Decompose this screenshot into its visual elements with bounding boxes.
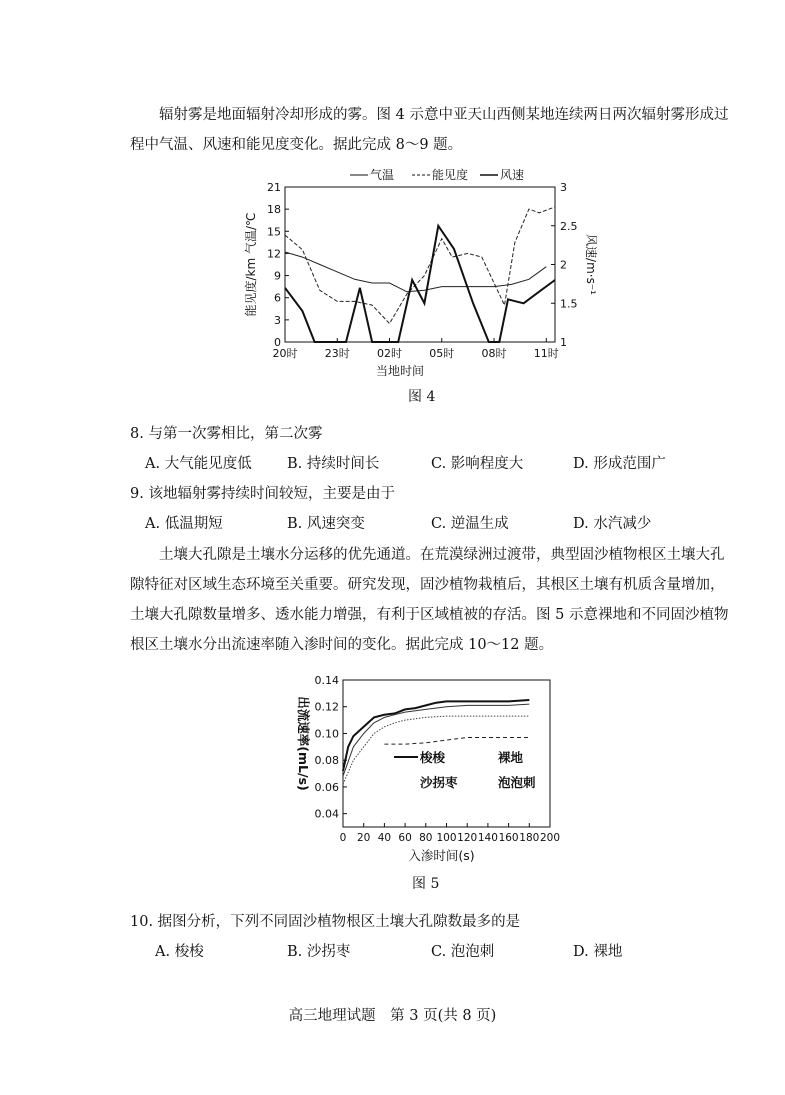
fig4-left-tick-label: 12 xyxy=(267,247,281,261)
q9-option-b[interactable]: B. 风速突变 xyxy=(287,516,365,532)
fig5-x-tick-label: 140 xyxy=(477,832,498,844)
fig5-x-tick-label: 0 xyxy=(339,832,347,844)
fig5-x-tick-label: 40 xyxy=(377,832,392,844)
fig5-y-tick-label: 0.14 xyxy=(314,674,339,687)
fig5-y-axis-title: 出流速率(mL/s) xyxy=(296,696,311,791)
fig4-left-axis-title: 能见度/km 气温/℃ xyxy=(244,212,258,317)
q9-option-d[interactable]: D. 水汽减少 xyxy=(573,516,652,532)
q8-option-a[interactable]: A. 大气能见度低 xyxy=(145,456,252,472)
fig5-legend-label: 裸地 xyxy=(498,750,524,765)
fig5-x-tick-label: 120 xyxy=(457,832,478,844)
fig4-left-tick-label: 15 xyxy=(267,225,281,239)
figure-4-chart xyxy=(240,165,598,385)
fig5-x-tick-label: 160 xyxy=(498,832,519,844)
fig4-right-axis-title: 风速/m·s⁻¹ xyxy=(584,234,598,295)
fig5-x-axis-title: 入渗时间(s) xyxy=(408,848,475,863)
q10-option-b[interactable]: B. 沙拐枣 xyxy=(287,944,351,960)
fig5-series-line-1 xyxy=(343,704,529,776)
fig5-y-tick-label: 0.06 xyxy=(314,780,339,794)
fig4-x-axis-title: 当地时间 xyxy=(375,364,425,378)
fig4-legend-label: 风速 xyxy=(500,168,525,182)
fig5-y-tick-label: 0.08 xyxy=(314,754,339,768)
fig5-x-tick-label: 200 xyxy=(539,832,561,844)
fig4-left-tick-label: 9 xyxy=(274,269,281,283)
fig5-x-tick-label: 20 xyxy=(357,832,371,844)
fig4-right-tick-label: 1.5 xyxy=(560,297,578,311)
fig4-plot-frame xyxy=(285,187,555,342)
fig4-left-tick-label: 6 xyxy=(274,291,281,305)
q8-option-d[interactable]: D. 形成范围广 xyxy=(573,456,666,472)
fig5-x-tick-label: 60 xyxy=(398,832,412,844)
page-footer: 高三地理试题 第 3 页(共 8 页) xyxy=(288,1008,497,1024)
fig4-x-tick-label: 05时 xyxy=(429,347,455,360)
fig4-x-tick-label: 02时 xyxy=(377,347,403,360)
fig4-x-tick-label: 08时 xyxy=(481,347,507,360)
fig4-x-tick-label: 11时 xyxy=(533,347,559,360)
fig4-right-tick-label: 2.5 xyxy=(560,219,578,233)
question-8-stem: 8. 与第一次雾相比，第二次雾 xyxy=(130,426,323,442)
passage-2: 土壤大孔隙是土壤水分运移的优先通道。在荒漠绿洲过渡带，典型固沙植物根区土壤大孔隙特征对区域生态环境至关重要。研究发现，固沙植物栽植后，其根区土壤有机质含量增加，土壤大孔隙数量增多、透水能力增强，有利于区域植被的存活。图 5 示意裸地和不同固沙植物根区土壤水分出流速率随入渗时间的变化。据此完成 10～12 题。 xyxy=(130,547,729,653)
question-8-options xyxy=(145,452,745,476)
fig5-legend-label: 梭梭 xyxy=(420,750,446,765)
question-9-options xyxy=(145,512,745,536)
fig5-x-tick-label: 80 xyxy=(419,832,433,844)
q8-option-b[interactable]: B. 持续时间长 xyxy=(287,456,380,472)
question-9-stem: 9. 该地辐射雾持续时间较短，主要是由于 xyxy=(130,486,395,502)
figure-5-caption: 图 5 xyxy=(412,876,440,892)
fig4-legend-label: 能见度 xyxy=(432,168,469,182)
fig5-series-line-3 xyxy=(384,738,529,745)
fig5-y-tick-label: 0.12 xyxy=(314,700,339,714)
q8-option-c[interactable]: C. 影响程度大 xyxy=(431,456,524,472)
q10-option-d[interactable]: D. 裸地 xyxy=(573,944,623,960)
fig5-x-tick-label: 180 xyxy=(519,832,540,844)
fig4-x-tick-label: 23时 xyxy=(324,347,350,360)
fig4-left-tick-label: 3 xyxy=(274,313,281,327)
fig4-left-tick-label: 0 xyxy=(274,336,281,349)
fig4-right-tick-label: 3 xyxy=(560,181,567,194)
fig4-left-tick-label: 21 xyxy=(267,181,281,194)
fig4-series-line-1 xyxy=(285,207,555,324)
fig4-right-tick-label: 1 xyxy=(560,336,567,349)
q9-option-a[interactable]: A. 低温期短 xyxy=(145,516,223,532)
fig4-right-tick-label: 2 xyxy=(560,258,567,272)
fig4-legend-label: 气温 xyxy=(370,168,395,182)
fig5-legend-label: 沙拐枣 xyxy=(420,775,458,790)
figure-5-chart xyxy=(290,670,570,870)
fig5-legend-label: 泡泡刺 xyxy=(498,775,536,790)
fig5-x-tick-label: 100 xyxy=(436,832,457,844)
q9-option-c[interactable]: C. 逆温生成 xyxy=(431,516,509,532)
passage-1: 辐射雾是地面辐射冷却形成的雾。图 4 示意中亚天山西侧某地连续两日两次辐射雾形成过程中气温、风速和能见度变化。据此完成 8～9 题。 xyxy=(130,107,729,153)
fig4-left-tick-label: 18 xyxy=(267,203,281,217)
figure-4-caption: 图 4 xyxy=(408,389,436,405)
fig5-y-tick-label: 0.04 xyxy=(314,807,339,821)
q10-option-a[interactable]: A. 梭梭 xyxy=(155,944,204,960)
question-10-stem: 10. 据图分析，下列不同固沙植物根区土壤大孔隙数最多的是 xyxy=(130,914,521,930)
question-10-options xyxy=(145,940,745,964)
fig4-x-tick-label: 20时 xyxy=(272,347,298,360)
fig5-y-tick-label: 0.10 xyxy=(314,727,339,741)
q10-option-c[interactable]: C. 泡泡刺 xyxy=(431,944,495,960)
